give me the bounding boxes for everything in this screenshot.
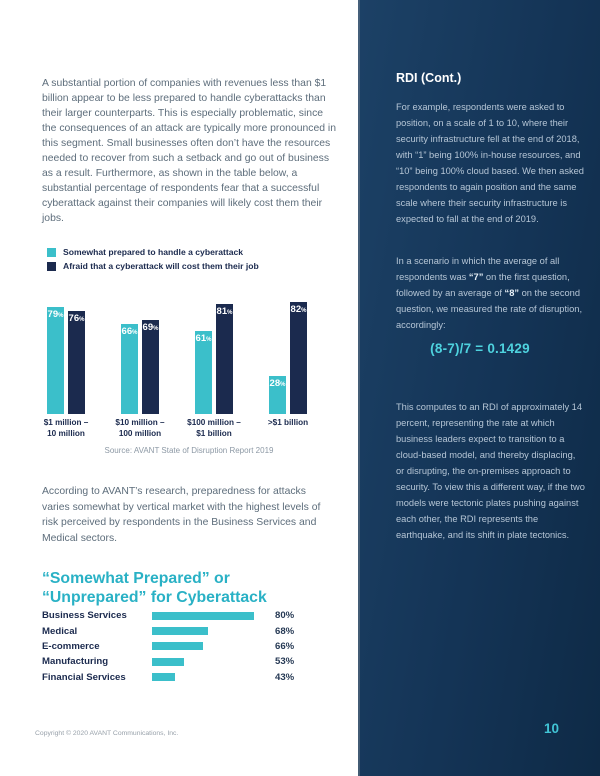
hbar-row <box>42 654 342 669</box>
hbar-category-label: Financial Services <box>42 671 126 683</box>
bold-run: “8” <box>504 288 520 299</box>
hbar-percent-label: 43% <box>275 671 295 683</box>
bar <box>68 311 85 414</box>
bar-value-label: 79% <box>47 309 64 320</box>
category-label-line: $1 billion <box>196 429 232 438</box>
hbar-row <box>42 623 342 638</box>
hbar-percent-label: 80% <box>275 610 295 622</box>
hbar-percent-label: 53% <box>275 656 295 668</box>
panel-title: RDI (Cont.) <box>396 70 462 85</box>
bar-value-label: 82% <box>290 304 307 315</box>
category-label-line: 100 million <box>118 429 162 438</box>
vertical-market-bar-chart <box>42 608 342 685</box>
hbar-row <box>42 670 342 685</box>
hbar <box>152 658 184 666</box>
rdi-scenario-paragraph <box>396 253 586 333</box>
legend-swatch-icon <box>47 248 56 257</box>
bar <box>47 307 64 414</box>
bar <box>269 376 286 414</box>
category-label-line: 10 million <box>47 429 85 438</box>
bar <box>195 331 212 414</box>
hbar-percent-label: 68% <box>275 625 295 637</box>
bar <box>216 304 233 414</box>
bar-value-label: 69% <box>142 322 159 333</box>
category-label-line: $10 million – <box>115 418 165 427</box>
rdi-paragraph-3: This computes to an RDI of approximately 14 percent, representing the rate at which business leaders expect to transition to a cloud-based model, and thereby displacing, or disrupting, the on-premises approach to security. To view this a different way, if the two models were tectonic plates pushing against each other, the RDI represents the earthquake, and its shift in plate tectonics. <box>396 402 585 541</box>
bar <box>121 324 138 414</box>
legend-label: Afraid that a cyberattack will cost them their job <box>63 261 259 271</box>
page-number: 10 <box>544 721 560 736</box>
bold-run: “7” <box>468 272 484 283</box>
legend-label: Somewhat prepared to handle a cyberattack <box>63 247 244 257</box>
bar <box>290 302 307 414</box>
prepared-unprepared-heading <box>42 569 342 607</box>
bar-value-label: 66% <box>121 326 138 337</box>
intro-paragraph: A substantial portion of companies with revenues less than $1 billion appear to be less prepared to handle cyberattacks than their larger counterparts. This is especially problematic, since the consequences of an attack are typically more pronounced in this segment. Small businesses often don’t have the resources needed to recover from such a setback and go out of business as a result. Furthermore, as shown in the table below, a substantial percentage of respondents fear that a successful cyberattack against their companies will likely cost them their jobs. <box>42 78 337 225</box>
text-run: In a scenario in which the average of all respondents was <box>396 256 560 283</box>
legend-row <box>47 247 259 257</box>
hbar-row <box>42 608 342 623</box>
bar-value-label: 81% <box>216 306 233 317</box>
copyright-notice: Copyright © 2020 AVANT Communications, Inc. <box>35 730 179 737</box>
bar-group <box>47 307 85 414</box>
hbar-percent-label: 66% <box>275 640 295 652</box>
legend-row <box>47 261 259 271</box>
hbar-category-label: Manufacturing <box>42 656 109 668</box>
bar-value-label: 28% <box>269 378 286 389</box>
rdi-paragraph-1: For example, respondents were asked to position, on a scale of 1 to 10, where their security infrastructure fell at the end of 2018, with “1” being 100% in-house resources, and “10” being 100% cloud based. We then asked respondents to again position and the same scale where their security infrastructure is expected to fall at the end of 2019. <box>396 102 584 225</box>
bar-value-label: 76% <box>68 313 85 324</box>
bar <box>142 320 159 414</box>
hbar <box>152 612 254 620</box>
source-caption: Source: AVANT State of Disruption Report 2019 <box>104 446 274 455</box>
hbar-category-label: Business Services <box>42 610 127 622</box>
hbar-row <box>42 639 342 654</box>
category-label-line: >$1 billion <box>267 418 309 427</box>
bar-group <box>121 320 159 414</box>
bar-value-label: 61% <box>195 333 212 344</box>
rdi-sidebar-panel <box>358 0 600 776</box>
hbar-category-label: Medical <box>42 625 78 637</box>
hbar <box>152 673 175 681</box>
hbar <box>152 627 208 635</box>
bar-group <box>195 304 233 414</box>
revenue-preparedness-bar-chart <box>42 288 342 414</box>
text-run: on the first question, followed by an average of <box>396 272 570 299</box>
hbar <box>152 642 203 650</box>
heading-line-1: “Somewhat Prepared” or <box>42 570 230 588</box>
rdi-formula: (8-7)/7 = 0.1429 <box>430 341 530 356</box>
legend-swatch-icon <box>47 262 56 271</box>
hbar-category-label: E-commerce <box>42 640 100 652</box>
category-label <box>240 417 336 428</box>
chart-legend <box>47 247 259 275</box>
vertical-market-paragraph: According to AVANT’s research, preparedness for attacks varies somewhat by vertical market with the highest levels of risk perceived by respondents in the Business Services and Medical sectors. <box>42 486 321 544</box>
text-run: on the second question, we measured the rate of disruption, accordingly: <box>396 288 583 331</box>
category-label-line: $100 million – <box>187 418 241 427</box>
heading-line-2: “Unprepared” for Cyberattack <box>42 589 267 607</box>
category-label-line: $1 million – <box>43 418 89 427</box>
bar-group <box>269 302 307 414</box>
